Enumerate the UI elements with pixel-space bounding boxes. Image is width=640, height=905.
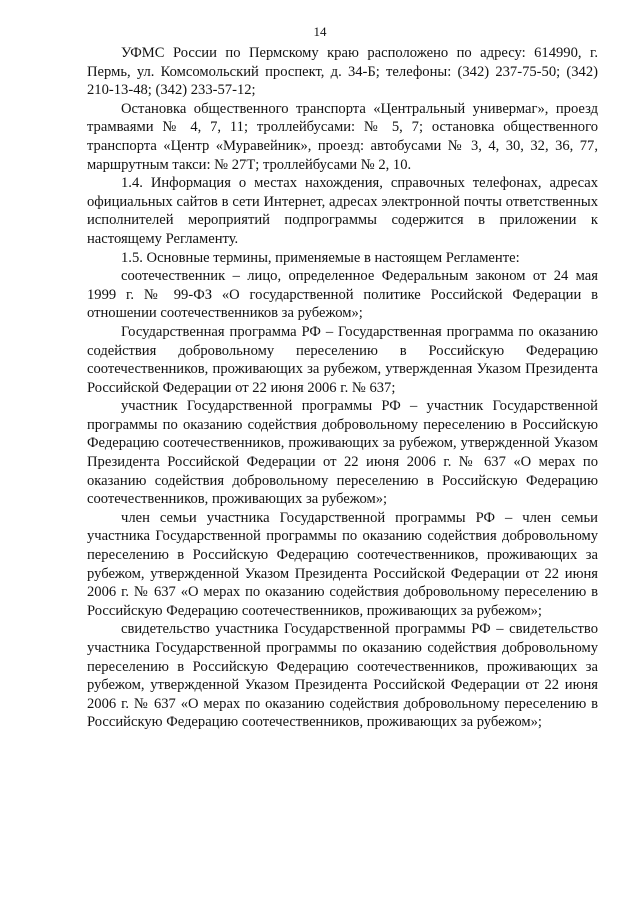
page-number: 14: [313, 24, 327, 39]
term-participant-certificate: свидетельство участника Государственной программы РФ – свидетельство участника Государственной программы по оказанию содействия добровольному переселению в Российскую Федерацию соотечественников, проживающих за рубежом, утвержденной Указом Президента Российской Федерации от 22 июня 2006 г. № 637 «О мерах по оказанию содействия добровольному переселению в Российскую Федерацию соотечественников, проживающих за рубежом»;: [87, 621, 598, 731]
term-program-participant: участник Государственной программы РФ – участник Государственной программы по оказанию содействия добровольному переселению в Российскую Федерацию соотечественников, проживающих за рубежом, утвержденной Указом Президента Российской Федерации от 22 июня 2006 г. № 637 «О мерах по оказанию содействия добровольному переселению в Российскую Федерацию соотечественников, проживающих за рубежом»;: [87, 398, 598, 508]
paragraph-1-4-contact-info: 1.4. Информация о местах нахождения, справочных телефонах, адресах официальных сайтов в сети Интернет, адресах электронной почты ответственных исполнителей мероприятий подпрограммы содержится в приложении к настоящему Регламенту.: [87, 175, 598, 247]
document-body: [87, 44, 598, 732]
paragraph-transport-stops: Остановка общественного транспорта «Центральный универмаг», проезд трамваями № 4, 7, 11; троллейбусами: № 5, 7; остановка общественного транспорта «Центр «Муравейник», проезд: автобусами № 3, 4, 30, 32, 36, 77, маршрутным такси: № 27Т; троллейбусами № 2, 10.: [87, 100, 598, 173]
paragraph-ufms-address: УФМС России по Пермскому краю расположено по адресу: 614990, г. Пермь, ул. Комсомольский проспект, д. 34-Б; телефоны: (342) 237-75-50; (342) 210-13-48; (342) 233-57-12;: [87, 45, 598, 99]
term-state-program: Государственная программа РФ – Государственная программа по оказанию содействия добровольному переселению в Российскую Федерацию соотечественников, проживающих за рубежом, утвержденная Указом Президента Российской Федерации от 22 июня 2006 г. № 637;: [87, 323, 598, 396]
term-compatriot: соотечественник – лицо, определенное Федеральным законом от 24 мая 1999 г. № 99-ФЗ «О государственной политике Российской Федерации в отношении соотечественников за рубежом»;: [87, 268, 598, 322]
paragraph-1-5-terms-heading: 1.5. Основные термины, применяемые в настоящем Регламенте:: [121, 249, 520, 266]
term-family-member: член семьи участника Государственной программы РФ – член семьи участника Государственной программы по оказанию содействия добровольному переселению в Российскую Федерацию соотечественников, проживающих за рубежом, утвержденной Указом Президента Российской Федерации от 22 июня 2006 г. № 637 «О мерах по оказанию содействия добровольному переселению в Российскую Федерацию соотечественников, проживающих за рубежом»;: [87, 509, 598, 619]
